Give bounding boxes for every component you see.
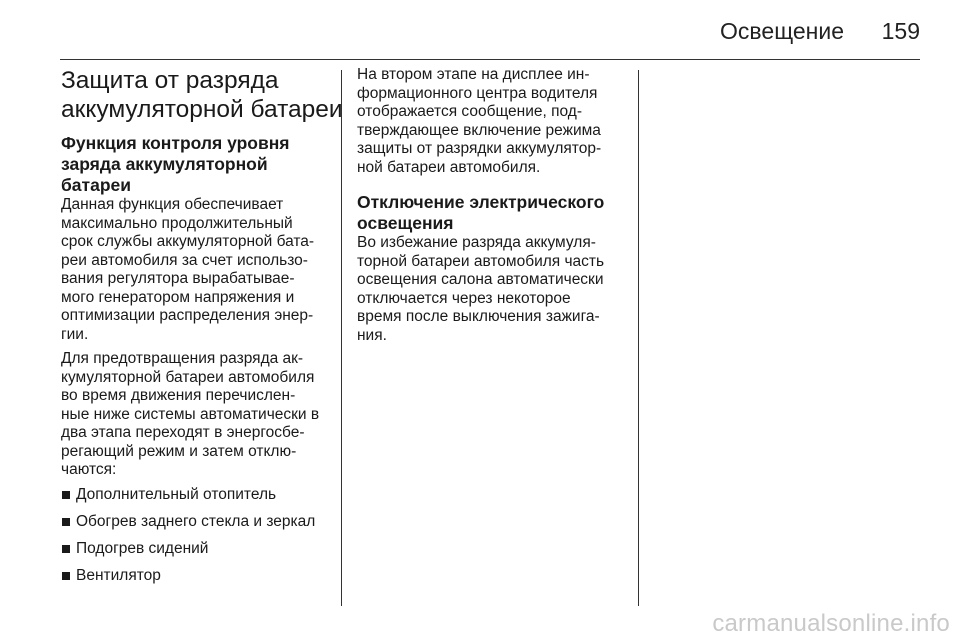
text-line: оптимизации распределения энер-	[61, 307, 314, 324]
text-line: защиты от разрядки аккумулятор-	[357, 140, 602, 157]
text-line: На втором этапе на дисплее ин-	[357, 66, 590, 83]
section-title: Освещение	[720, 18, 844, 44]
text-line: два этапа переходят в энергосбе-	[61, 424, 305, 441]
list-item	[61, 486, 333, 505]
subheading-battery-monitor	[61, 133, 333, 196]
paragraph-second-stage	[357, 66, 629, 177]
page-header	[60, 14, 920, 48]
text-line: вания регулятора вырабатывае-	[61, 270, 295, 287]
text-line: ной батареи автомобиля.	[357, 158, 541, 176]
column-2	[357, 66, 629, 351]
column-divider-1	[341, 70, 342, 606]
text-line: формационного центра водителя	[357, 84, 598, 102]
text-line: Для предотвращения разряда ак-	[61, 350, 304, 367]
text-line: торной батареи автомобиля часть	[357, 252, 605, 270]
list-item-text: Вентилятор	[76, 566, 161, 584]
text-line: отображается сообщение, под-	[357, 103, 582, 120]
text-line: кумуляторной батареи автомобиля	[61, 368, 315, 386]
list-item-text: Дополнительный отопитель	[76, 485, 277, 503]
column-divider-2	[638, 70, 639, 606]
text-line: отключается через некоторое	[357, 289, 571, 307]
subheading-line: заряда аккумуляторной	[61, 154, 268, 174]
main-heading	[61, 66, 343, 124]
bullet-square-icon	[62, 572, 70, 580]
paragraph-function	[61, 196, 333, 344]
systems-list	[61, 486, 333, 586]
list-item-text: Подогрев сидений	[76, 539, 209, 557]
text-line: регающий режим и затем отклю-	[61, 442, 297, 460]
text-line: время после выключения зажига-	[357, 308, 600, 325]
bullet-square-icon	[62, 518, 70, 526]
paragraph-lighting-off	[357, 234, 629, 345]
text-line: срок службы аккумуляторной бата-	[61, 233, 315, 250]
subheading-line: освещения	[357, 213, 454, 233]
subheading-line: батареи	[61, 175, 132, 195]
text-line: во время движения перечислен-	[61, 387, 296, 404]
bullet-square-icon	[62, 545, 70, 553]
text-line: освещения салона автоматически	[357, 271, 604, 288]
text-line: максимально продолжительный	[61, 214, 293, 232]
paragraph-prevention	[61, 350, 333, 480]
watermark: carmanualsonline.info	[712, 610, 950, 637]
text-line: ния.	[357, 326, 387, 344]
text-line: чаются:	[61, 461, 117, 478]
column-1	[61, 66, 343, 594]
subheading-line: Функция контроля уровня	[61, 133, 290, 153]
list-item	[61, 540, 333, 559]
list-item-text: Обогрев заднего стекла и зеркал	[76, 512, 316, 530]
text-line: мого генератором напряжения и	[61, 288, 295, 306]
list-item	[61, 567, 333, 586]
main-heading-line: аккумуляторной батареи	[61, 96, 343, 123]
text-line: тверждающее включение режима	[357, 121, 601, 139]
bullet-square-icon	[62, 491, 70, 499]
subheading-line: Отключение электрического	[357, 192, 605, 212]
subheading-lighting-off	[357, 192, 629, 234]
text-line: ные ниже системы автоматически в	[61, 405, 320, 423]
list-item	[61, 513, 333, 532]
text-line: Данная функция обеспечивает	[61, 196, 284, 213]
text-line: гии.	[61, 325, 89, 343]
text-line: Во избежание разряда аккумуля-	[357, 234, 596, 251]
page-number: 159	[881, 18, 920, 44]
text-line: реи автомобиля за счет использо-	[61, 251, 308, 269]
main-heading-line: Защита от разряда	[61, 67, 279, 94]
header-rule	[60, 59, 920, 60]
